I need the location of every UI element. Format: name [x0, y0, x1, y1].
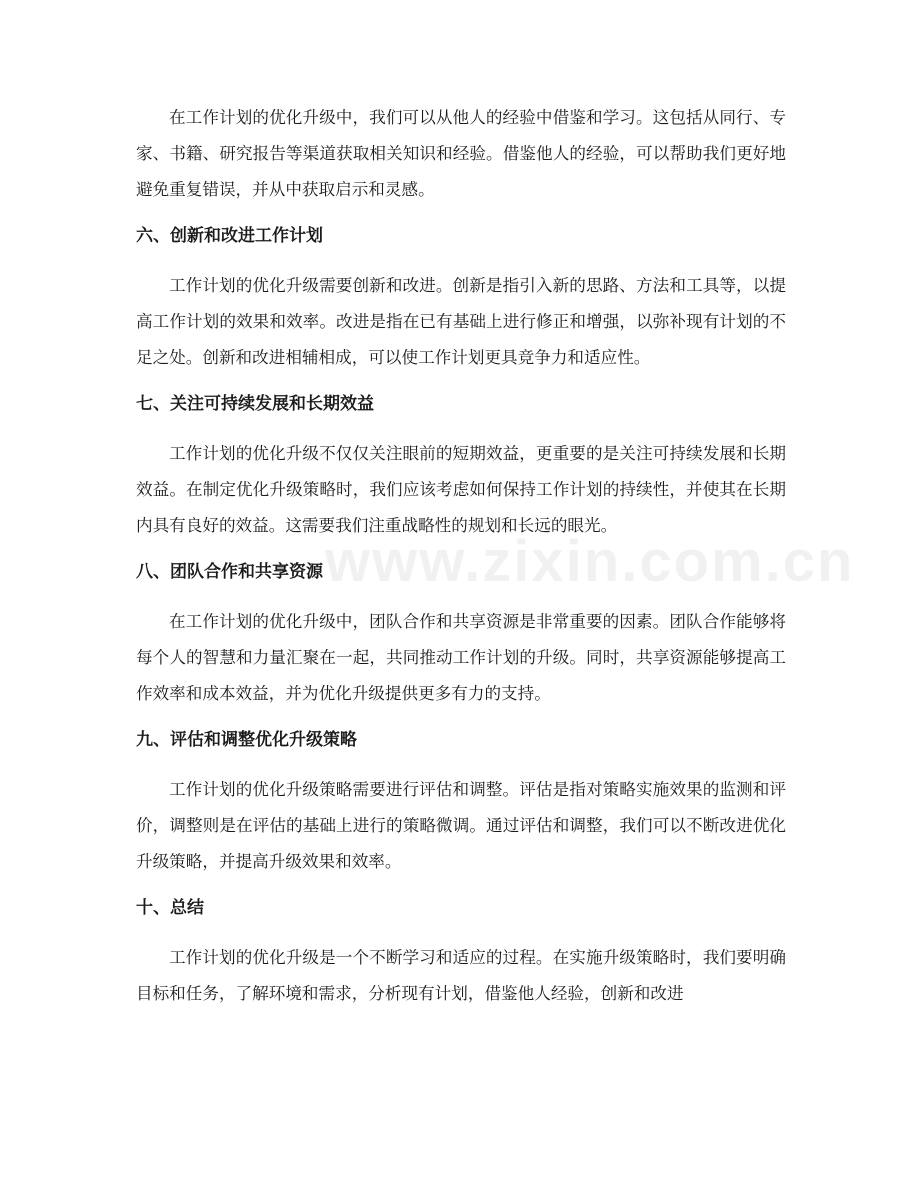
section-heading-8: 八、团队合作和共享资源: [136, 562, 323, 582]
section-body-7: 工作计划的优化升级不仅仅关注眼前的短期效益，更重要的是关注可持续发展和长期效益。在制定优化升级策略时，我们应该考虑如何保持工作计划的持续性，并使其在长期内具有良好的效益。这需要我们注重战略性的规划和长远的眼光。: [136, 444, 786, 535]
section-heading-7: 七、关注可持续发展和长期效益: [136, 394, 374, 414]
section-heading-6: 六、创新和改进工作计划: [136, 226, 323, 246]
section-heading-9: 九、评估和调整优化升级策略: [136, 730, 357, 750]
section-body-10: 工作计划的优化升级是一个不断学习和适应的过程。在实施升级策略时，我们要明确目标和任务，了解环境和需求，分析现有计划，借鉴他人经验，创新和改进: [136, 948, 786, 1003]
section-body-6: 工作计划的优化升级需要创新和改进。创新是指引入新的思路、方法和工具等，以提高工作计划的效果和效率。改进是指在已有基础上进行修正和增强，以弥补现有计划的不足之处。创新和改进相辅相成，可以使工作计划更具竞争力和适应性。: [136, 276, 786, 367]
section-body-9: 工作计划的优化升级策略需要进行评估和调整。评估是指对策略实施效果的监测和评价，调整则是在评估的基础上进行的策略微调。通过评估和调整，我们可以不断改进优化升级策略，并提高升级效果和效率。: [136, 780, 786, 871]
intro-paragraph: 在工作计划的优化升级中，我们可以从他人的经验中借鉴和学习。这包括从同行、专家、书籍、研究报告等渠道获取相关知识和经验。借鉴他人的经验，可以帮助我们更好地避免重复错误，并从中获取启示和灵感。: [136, 108, 786, 199]
section-body-8: 在工作计划的优化升级中，团队合作和共享资源是非常重要的因素。团队合作能够将每个人的智慧和力量汇聚在一起，共同推动工作计划的升级。同时，共享资源能够提高工作效率和成本效益，并为优化升级提供更多有力的支持。: [136, 612, 786, 703]
watermark: www.zixin.com.cn: [325, 529, 855, 594]
section-heading-10: 十、总结: [136, 898, 204, 918]
document-content: [136, 100, 786, 1012]
